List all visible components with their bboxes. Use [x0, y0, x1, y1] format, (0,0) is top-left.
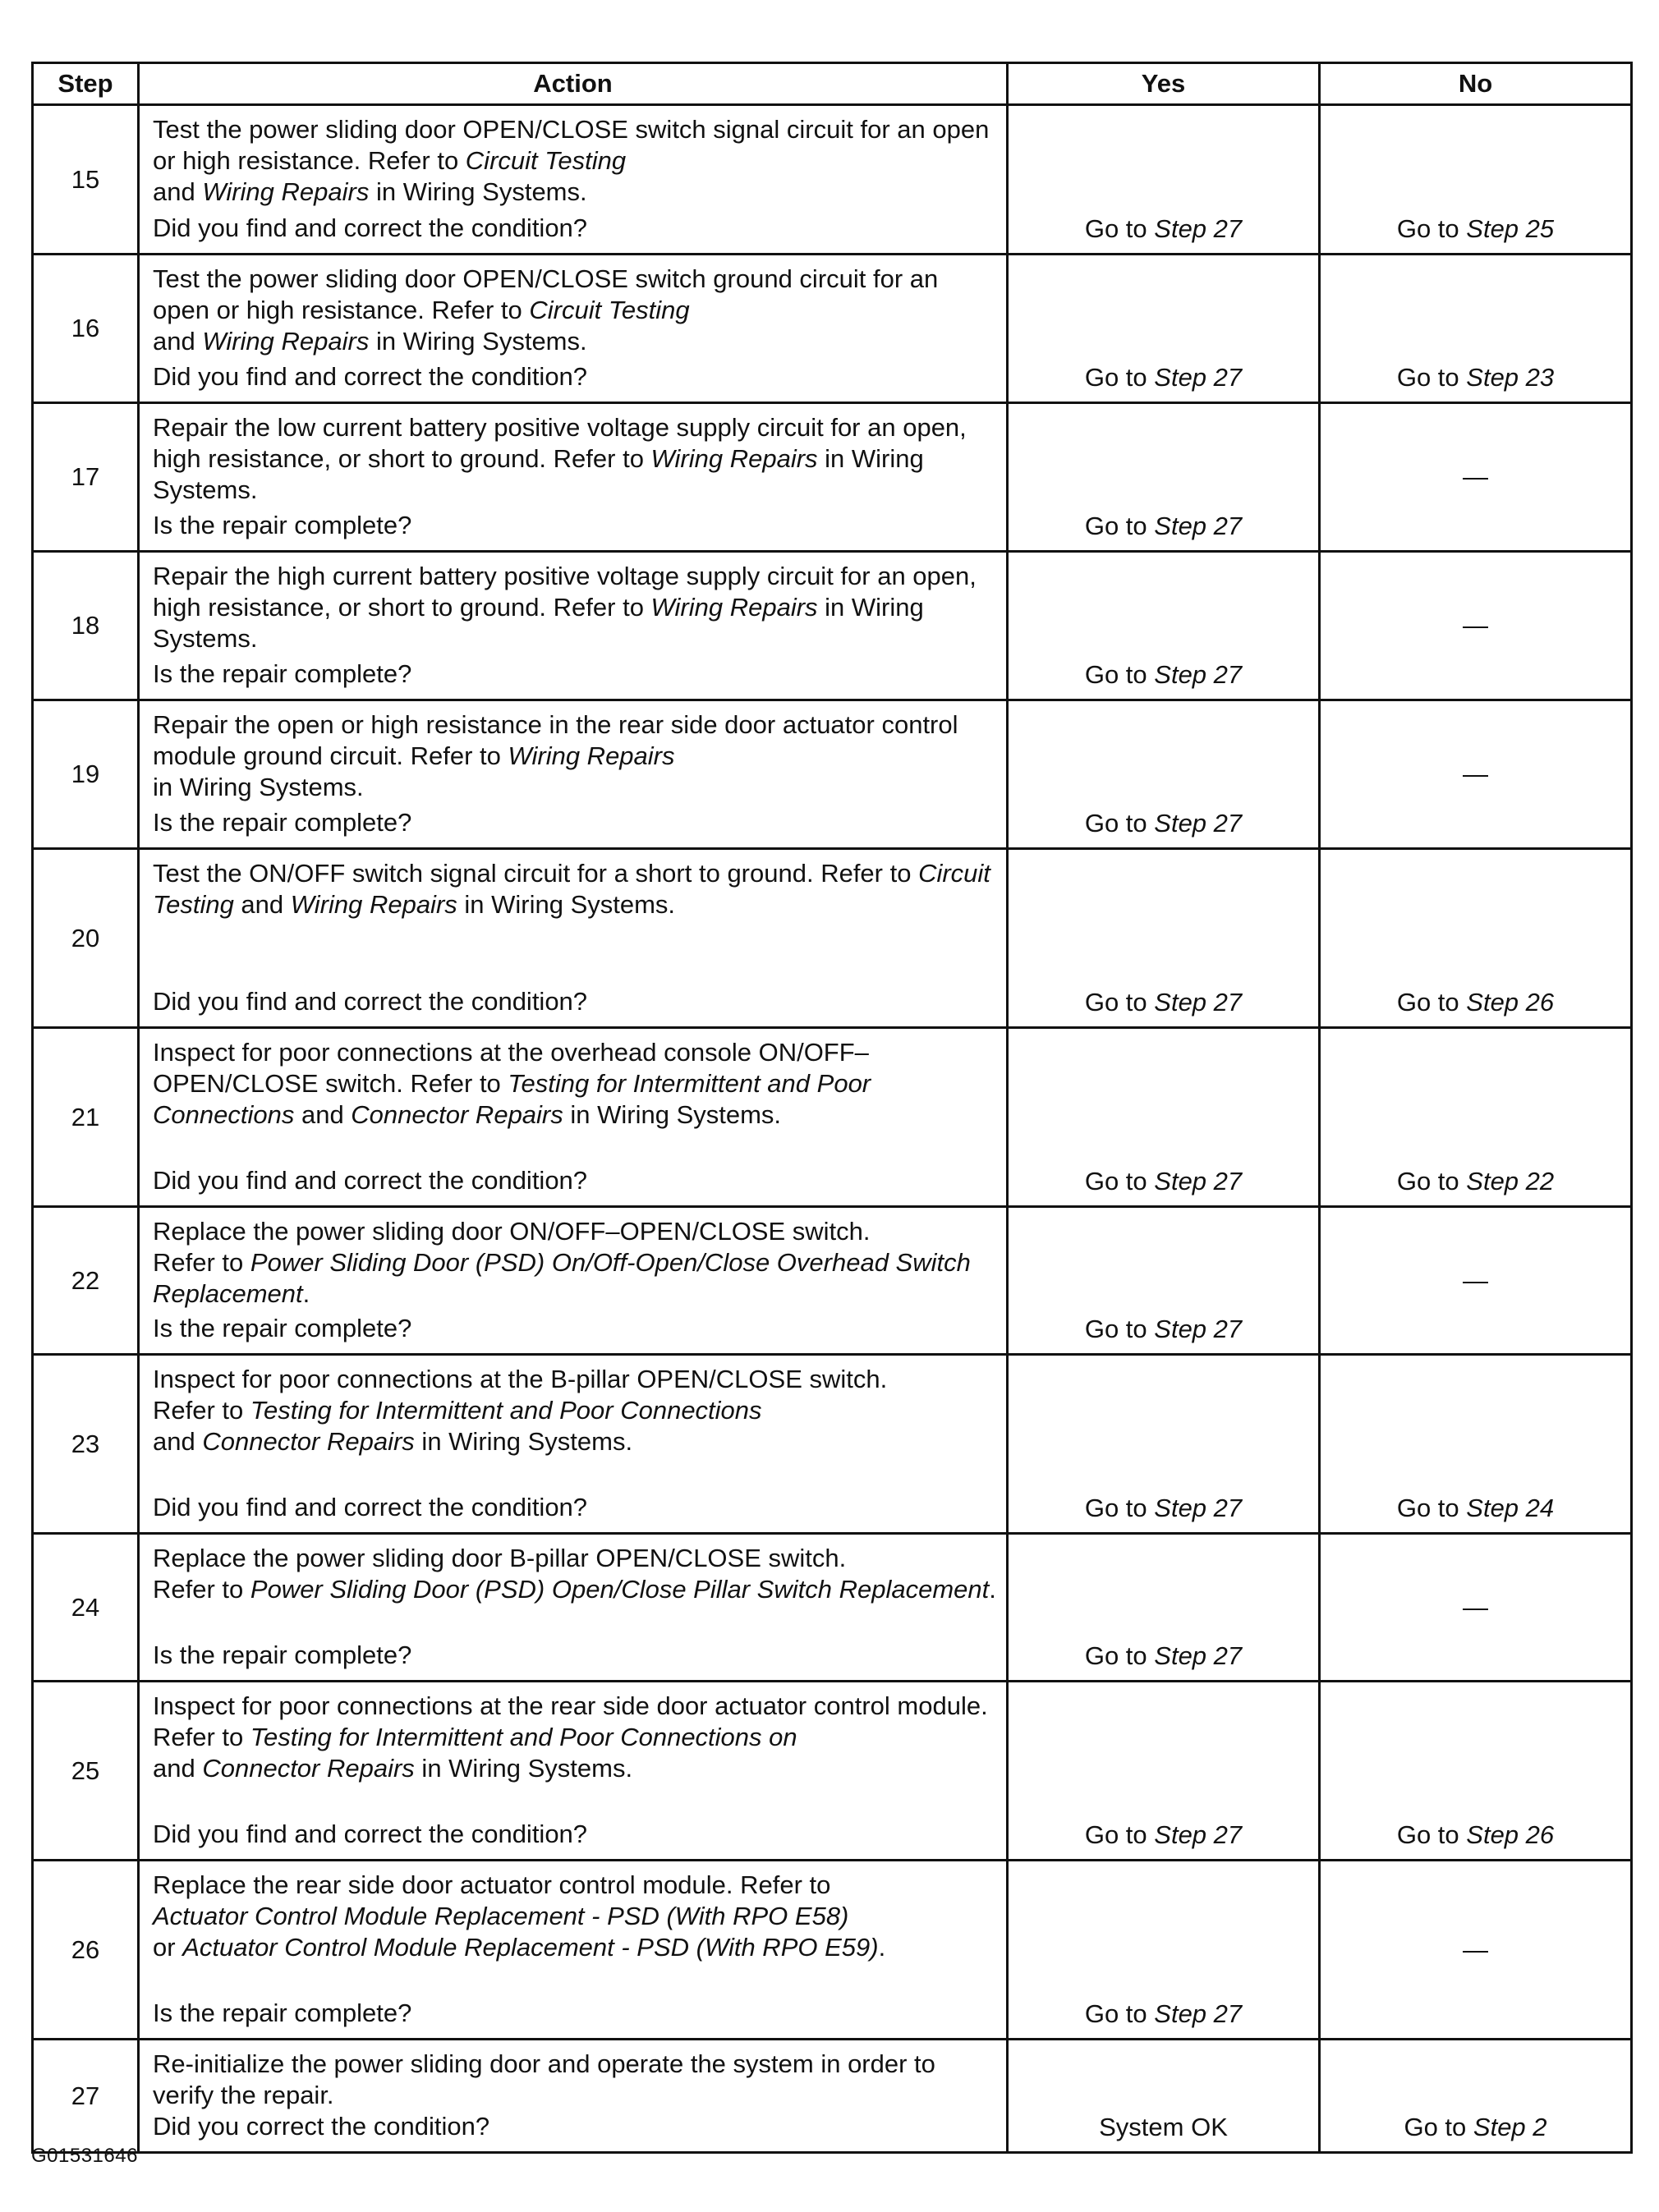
text-run: and	[153, 1427, 203, 1456]
no-result	[1320, 1028, 1632, 1207]
text-run: Go to	[1396, 1820, 1467, 1849]
action-text	[153, 1691, 996, 1784]
reference-text: Testing for Intermittent and Poor Connections	[153, 1069, 871, 1129]
reference-text: Step 22	[1466, 1167, 1555, 1195]
reference-text: Actuator Control Module Replacement - PSD (With RPO E59)	[182, 1933, 879, 1962]
reference-text: Wiring Repairs	[202, 177, 370, 206]
no-result-none	[1320, 1207, 1632, 1355]
reference-text: Step 27	[1154, 363, 1243, 392]
action-cell	[139, 700, 1008, 849]
reference-text: Step 27	[1154, 988, 1243, 1017]
reference-text: Step 27	[1154, 214, 1243, 243]
text-run: Refer to	[153, 1396, 250, 1425]
text-run: in Wiring Systems.	[414, 1754, 633, 1783]
yes-result	[1008, 1534, 1320, 1682]
text-run: Go to	[1084, 660, 1155, 689]
text-run: Inspect for poor connections at the overhead console ON/OFF–OPEN/CLOSE switch. Refer to	[153, 1038, 869, 1098]
reference-text: Connector Repairs	[202, 1427, 415, 1456]
text-run: Refer to	[153, 1575, 250, 1604]
text-run: .	[878, 1933, 886, 1962]
text-run: and	[233, 890, 291, 919]
reference-text: Step 26	[1466, 988, 1555, 1017]
text-run: Go to	[1396, 214, 1467, 243]
text-run: Inspect for poor connections at the rear side door actuator control module. Refer to	[153, 1691, 988, 1751]
text-run: Go to	[1084, 988, 1155, 1017]
reference-text: Step 27	[1154, 1315, 1243, 1343]
reference-text: Step 27	[1154, 809, 1243, 838]
reference-text: Circuit Testing	[465, 146, 627, 175]
text-run: Go to	[1084, 1315, 1155, 1343]
text-run: and	[153, 327, 203, 356]
yes-result	[1008, 1682, 1320, 1861]
text-run: Go to	[1396, 363, 1467, 392]
action-question: Did you find and correct the condition?	[153, 987, 588, 1016]
reference-text: Circuit Testing	[153, 859, 990, 919]
action-question: Is the repair complete?	[153, 808, 412, 837]
header-no: No	[1320, 63, 1632, 105]
reference-text: Wiring Repairs	[650, 593, 818, 622]
action-text	[153, 858, 996, 920]
text-run: in Wiring Systems.	[369, 327, 587, 356]
no-result	[1320, 2040, 1632, 2153]
step-number: 21	[33, 1028, 139, 1207]
reference-text: Step 25	[1466, 214, 1555, 243]
text-run: Go to	[1396, 988, 1467, 1017]
text-run: in Wiring Systems.	[153, 773, 364, 801]
text-run: Go to	[1084, 1999, 1155, 2028]
step-number: 26	[33, 1861, 139, 2040]
text-run: —	[1463, 611, 1488, 640]
text-run: Go to	[1084, 1641, 1155, 1670]
text-run: and	[153, 177, 203, 206]
action-cell	[139, 1207, 1008, 1355]
action-cell	[139, 403, 1008, 552]
table-row	[33, 1682, 1632, 1861]
action-text	[153, 1543, 996, 1605]
action-question: Is the repair complete?	[153, 1641, 412, 1669]
text-run: Go to	[1404, 2113, 1473, 2141]
text-run: Go to	[1084, 363, 1155, 392]
action-question: Did you find and correct the condition?	[153, 362, 588, 391]
step-number: 25	[33, 1682, 139, 1861]
reference-text: Step 24	[1466, 1494, 1555, 1522]
text-run: Replace the power sliding door B-pillar OPEN/CLOSE switch.	[153, 1544, 847, 1572]
action-text	[153, 1870, 996, 1963]
reference-text: Step 27	[1154, 1641, 1243, 1670]
figure-id: G01531646	[31, 2145, 138, 2167]
no-result-none	[1320, 403, 1632, 552]
action-question: Did you find and correct the condition?	[153, 1166, 588, 1195]
reference-text: Circuit Testing	[529, 296, 690, 324]
text-run: Go to	[1084, 1167, 1155, 1195]
action-cell	[139, 1534, 1008, 1682]
text-run: Test the power sliding door OPEN/CLOSE switch signal circuit for an open or high resistance. Refer to	[153, 115, 990, 175]
table-row	[33, 1534, 1632, 1682]
action-cell	[139, 849, 1008, 1028]
action-text	[153, 264, 996, 357]
reference-text: Connector Repairs	[202, 1754, 415, 1783]
action-question: Is the repair complete?	[153, 1999, 412, 2027]
yes-result	[1008, 2040, 1320, 2153]
text-run: Replace the rear side door actuator control module. Refer to	[153, 1870, 831, 1899]
action-question: Did you find and correct the condition?	[153, 213, 588, 242]
reference-text: Actuator Control Module Replacement - PSD (With RPO E58)	[153, 1902, 849, 1930]
reference-text: Step 27	[1154, 1820, 1243, 1849]
yes-result	[1008, 1861, 1320, 2040]
text-run: Repair the open or high resistance in the rear side door actuator control module ground circuit. Refer to	[153, 710, 958, 770]
reference-text: Wiring Repairs	[290, 890, 457, 919]
action-text	[153, 2049, 996, 2111]
text-run: —	[1463, 760, 1488, 788]
yes-result	[1008, 552, 1320, 700]
table-row	[33, 1207, 1632, 1355]
text-run: and	[153, 1754, 203, 1783]
text-run: Refer to	[153, 1248, 250, 1277]
action-cell	[139, 255, 1008, 403]
reference-text: Step 2	[1473, 2113, 1547, 2141]
text-run: in Wiring Systems.	[153, 444, 924, 504]
text-run: .	[989, 1575, 996, 1604]
table-row	[33, 105, 1632, 255]
reference-text: Step 27	[1154, 1494, 1243, 1522]
action-cell	[139, 105, 1008, 255]
step-number: 27	[33, 2040, 139, 2153]
text-run: or	[153, 1933, 183, 1962]
reference-text: Power Sliding Door (PSD) On/Off-Open/Close Overhead Switch Replacement	[153, 1248, 971, 1308]
no-result	[1320, 255, 1632, 403]
action-text	[153, 1037, 996, 1131]
text-run: in Wiring Systems.	[153, 593, 924, 653]
header-step: Step	[33, 63, 139, 105]
reference-text: Testing for Intermittent and Poor Connections on	[250, 1723, 797, 1751]
reference-text: Wiring Repairs	[508, 741, 675, 770]
no-result	[1320, 1355, 1632, 1534]
action-question: Is the repair complete?	[153, 659, 412, 688]
action-question: Did you find and correct the condition?	[153, 1820, 588, 1848]
table-row	[33, 552, 1632, 700]
action-question: Is the repair complete?	[153, 1314, 412, 1342]
text-run: in Wiring Systems.	[369, 177, 587, 206]
yes-result	[1008, 105, 1320, 255]
text-run: Re-initialize the power sliding door and operate the system in order to verify the repair.	[153, 2049, 935, 2109]
text-run: Replace the power sliding door ON/OFF–OPEN/CLOSE switch.	[153, 1217, 871, 1246]
table-row	[33, 1028, 1632, 1207]
reference-text: Testing for Intermittent and Poor Connections	[250, 1396, 762, 1425]
text-run: Go to	[1084, 214, 1155, 243]
step-number: 16	[33, 255, 139, 403]
text-run: Inspect for poor connections at the B-pillar OPEN/CLOSE switch.	[153, 1365, 888, 1393]
action-text	[153, 709, 996, 803]
action-question: Is the repair complete?	[153, 511, 412, 539]
table-row	[33, 403, 1632, 552]
text-run: Go to	[1396, 1494, 1467, 1522]
reference-text: Step 27	[1154, 1999, 1243, 2028]
text-run: —	[1463, 1265, 1488, 1295]
no-result	[1320, 105, 1632, 255]
reference-text: Connector Repairs	[351, 1100, 563, 1129]
text-run: and	[294, 1100, 352, 1129]
step-number: 23	[33, 1355, 139, 1534]
text-run: in Wiring Systems.	[414, 1427, 633, 1456]
reference-text: Wiring Repairs	[650, 444, 818, 473]
action-text	[153, 1364, 996, 1457]
action-text	[153, 412, 996, 506]
action-cell	[139, 552, 1008, 700]
step-number: 17	[33, 403, 139, 552]
action-text	[153, 114, 996, 208]
table-row	[33, 1355, 1632, 1534]
step-number: 19	[33, 700, 139, 849]
yes-result	[1008, 849, 1320, 1028]
reference-text: Wiring Repairs	[202, 327, 370, 356]
step-number: 22	[33, 1207, 139, 1355]
reference-text: Step 27	[1154, 512, 1243, 540]
text-run: —	[1463, 1592, 1488, 1622]
table-row	[33, 255, 1632, 403]
text-run: Go to	[1084, 809, 1155, 838]
text-run: Go to	[1084, 512, 1155, 540]
text-run: —	[1463, 1934, 1488, 1964]
step-number: 15	[33, 105, 139, 255]
text-run: Go to	[1084, 1494, 1155, 1522]
text-run: .	[302, 1279, 310, 1308]
yes-result	[1008, 403, 1320, 552]
action-cell	[139, 2040, 1008, 2153]
action-text	[153, 561, 996, 654]
table-row	[33, 849, 1632, 1028]
no-result	[1320, 849, 1632, 1028]
reference-text: Power Sliding Door (PSD) Open/Close Pillar Switch Replacement	[250, 1575, 990, 1604]
text-run: Go to	[1084, 1820, 1155, 1849]
yes-result	[1008, 1028, 1320, 1207]
no-result-none	[1320, 552, 1632, 700]
action-text	[153, 1216, 996, 1310]
action-cell	[139, 1355, 1008, 1534]
yes-result	[1008, 1207, 1320, 1355]
text-run: Repair the low current battery positive voltage supply circuit for an open, high resistance, or short to ground. Refer to	[153, 413, 967, 473]
yes-result	[1008, 255, 1320, 403]
text-run: Test the ON/OFF switch signal circuit for a short to ground. Refer to	[153, 859, 919, 888]
reference-text: Step 27	[1154, 660, 1243, 689]
table-row	[33, 1861, 1632, 2040]
text-run: in Wiring Systems.	[457, 890, 676, 919]
action-cell	[139, 1682, 1008, 1861]
no-result-none	[1320, 700, 1632, 849]
header-yes: Yes	[1008, 63, 1320, 105]
yes-result	[1008, 1355, 1320, 1534]
action-cell	[139, 1861, 1008, 2040]
no-result-none	[1320, 1534, 1632, 1682]
text-run: in Wiring Systems.	[563, 1100, 782, 1129]
table-row	[33, 2040, 1632, 2153]
action-cell	[139, 1028, 1008, 1207]
action-question: Did you find and correct the condition?	[153, 1493, 588, 1521]
step-number: 20	[33, 849, 139, 1028]
step-number: 18	[33, 552, 139, 700]
text-run: Test the power sliding door OPEN/CLOSE switch ground circuit for an open or high resistance. Refer to	[153, 264, 939, 324]
reference-text: Step 26	[1466, 1820, 1555, 1849]
no-result	[1320, 1682, 1632, 1861]
text-run: Repair the high current battery positive voltage supply circuit for an open, high resistance, or short to ground. Refer to	[153, 562, 977, 622]
header-action: Action	[139, 63, 1008, 105]
header-row	[33, 63, 1632, 105]
text-run: —	[1463, 462, 1488, 491]
reference-text: Step 27	[1154, 1167, 1243, 1195]
table-row	[33, 700, 1632, 849]
action-question: Did you correct the condition?	[153, 2112, 490, 2141]
diagnostic-table	[31, 62, 1633, 2154]
reference-text: Step 23	[1466, 363, 1555, 392]
text-run: Go to	[1396, 1167, 1467, 1195]
yes-result	[1008, 700, 1320, 849]
step-number: 24	[33, 1534, 139, 1682]
text-run: System OK	[1099, 2113, 1228, 2141]
no-result-none	[1320, 1861, 1632, 2040]
